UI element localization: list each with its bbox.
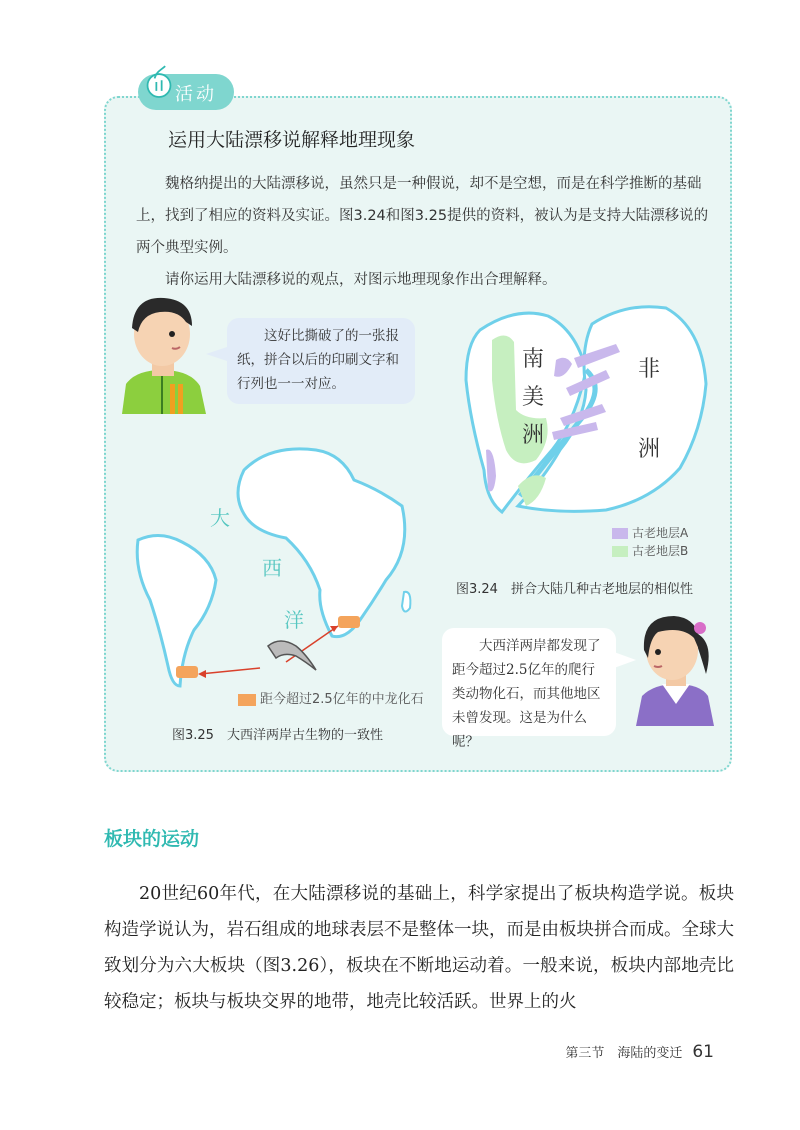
activity-title: 运用大陆漂移说解释地理现象 (168, 129, 416, 151)
girl-speech-bubble: 大西洋两岸都发现了距今超过2.5亿年的爬行类动物化石，而其他地区未曾发现。这是为什么呢？ (442, 628, 616, 736)
legend-swatch-fossil (238, 694, 256, 706)
section-body-paragraph: 20世纪60年代，在大陆漂移说的基础上，科学家提出了板块构造学说。板块构造学说认为，岩石组成的地球表层不是整体一块，而是由板块拼合而成。全球大致划分为六大板块（图3.26），板块在不断地运动着。一般来说，板块内部地壳比较稳定；板块与板块交界的地带，地壳比较活跃。世界上的火 (104, 884, 734, 1012)
fig325-caption: 图3.25 大西洋两岸古生物的一致性 (172, 728, 383, 743)
legend-strata-a (612, 524, 688, 541)
section-body (104, 876, 734, 1020)
label-south-america-3: 洲 (522, 423, 545, 448)
label-south-america-1: 南 (522, 347, 545, 372)
legend-swatch-a (612, 528, 628, 539)
boy-bubble-tail (206, 344, 230, 364)
fig324-caption: 图3.24 拼合大陆几种古老地层的相似性 (456, 582, 693, 597)
girl-illustration (628, 604, 720, 726)
legend-strata-a-label: 古老地层A (632, 526, 689, 540)
fig324-map (456, 300, 712, 532)
legend-fossil-label: 距今超过2.5亿年的中龙化石 (260, 692, 424, 707)
leaf-icon (144, 62, 174, 102)
footer-section-title: 第三节 海陆的变迁 (565, 1046, 683, 1061)
legend-strata-b (612, 542, 688, 559)
ocean-label-2: 西 (262, 556, 282, 580)
activity-badge-label: 活动 (175, 84, 217, 105)
legend-strata-b-label: 古老地层B (632, 544, 689, 558)
boy-speech-bubble: 这好比撕破了的一张报纸，拼合以后的印刷文字和行列也一一对应。 (227, 318, 415, 404)
activity-paragraph-1: 魏格纳提出的大陆漂移说，虽然只是一种假说，却不是空想，而是在科学推断的基础上，找到了相应的资料及实证。图3.24和图3.25提供的资料，被认为是支持大陆漂移说的两个典型实例。 (136, 176, 709, 256)
section-heading: 板块的运动 (104, 828, 200, 850)
ocean-label-1: 大 (210, 506, 230, 530)
page-footer (565, 1042, 714, 1062)
label-africa-2: 洲 (638, 437, 661, 462)
activity-paragraph-2: 请你运用大陆漂移说的观点，对图示地理现象作出合理解释。 (165, 272, 557, 288)
ocean-label-3: 洋 (284, 608, 304, 632)
label-south-america-2: 美 (522, 385, 545, 410)
legend-swatch-b (612, 546, 628, 557)
legend-fossil (238, 688, 424, 707)
page-number: 61 (692, 1042, 714, 1062)
boy-illustration (112, 292, 212, 414)
label-africa-1: 非 (638, 357, 661, 382)
